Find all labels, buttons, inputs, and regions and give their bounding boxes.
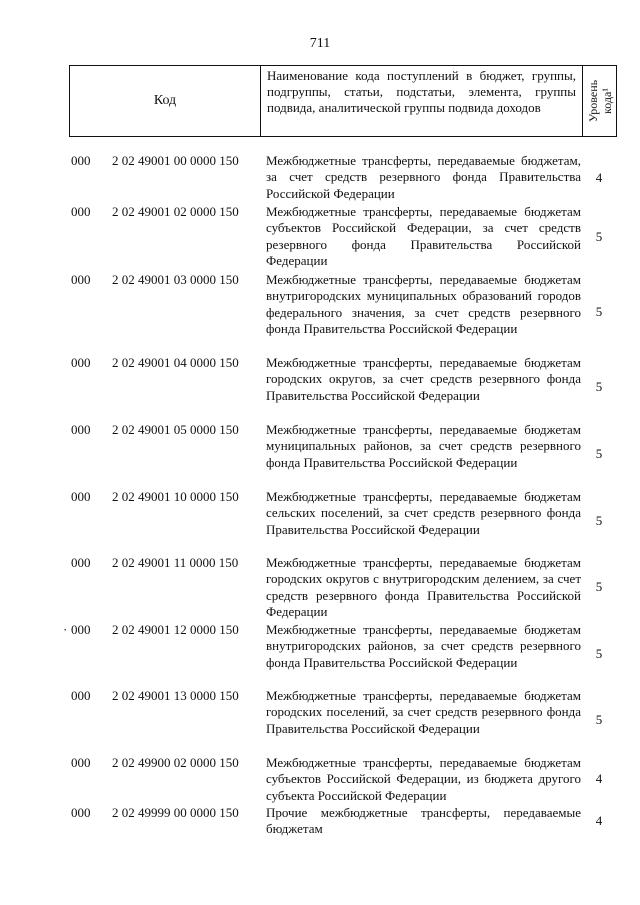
page-number: 711 bbox=[309, 36, 331, 51]
revenue-code: 2 02 49001 02 0000 150 bbox=[112, 204, 239, 219]
revenue-description: Межбюджетные трансферты, передаваемые бюджетам городских округов с внутригородским делением, за счет средств резервного фонда Правительства Российской Федерации bbox=[266, 555, 581, 620]
revenue-description: Межбюджетные трансферты, передаваемые бюджетам, за счет средств резервного фонда Правительства Российской Федерации bbox=[266, 153, 581, 201]
admin-code: 000 bbox=[71, 489, 91, 504]
admin-code: 000 bbox=[71, 153, 91, 168]
code-level: 5 bbox=[595, 304, 603, 319]
revenue-code: 2 02 49900 02 0000 150 bbox=[112, 755, 239, 770]
admin-code: 000 bbox=[71, 204, 91, 219]
header-name-label: Наименование кода поступлений в бюджет, группы, подгруппы, статьи, подстатьи, элемента, группы подвида, аналитической группы подвида доходов bbox=[267, 68, 576, 115]
code-level: 4 bbox=[595, 813, 603, 828]
scan-mark: · bbox=[63, 622, 68, 637]
admin-code: 000 bbox=[71, 755, 91, 770]
revenue-description: Прочие межбюджетные трансферты, передаваемые бюджетам bbox=[266, 805, 581, 837]
header-code-label: Код bbox=[153, 93, 177, 108]
revenue-code: 2 02 49001 05 0000 150 bbox=[112, 422, 239, 437]
code-level: 4 bbox=[595, 771, 603, 786]
revenue-code: 2 02 49999 00 0000 150 bbox=[112, 805, 239, 820]
code-level: 5 bbox=[595, 646, 603, 661]
revenue-code: 2 02 49001 03 0000 150 bbox=[112, 272, 239, 287]
code-level: 5 bbox=[595, 712, 603, 727]
revenue-description: Межбюджетные трансферты, передаваемые бюджетам муниципальных районов, за счет средств резервного фонда Правительства Российской Федерации bbox=[266, 422, 581, 470]
revenue-code: 2 02 49001 04 0000 150 bbox=[112, 355, 239, 370]
revenue-code: 2 02 49001 00 0000 150 bbox=[112, 153, 239, 168]
revenue-description: Межбюджетные трансферты, передаваемые бюджетам сельских поселений, за счет средств резервного фонда Правительства Российской Федерации bbox=[266, 489, 581, 537]
code-level: 5 bbox=[595, 229, 603, 244]
code-level: 5 bbox=[595, 446, 603, 461]
revenue-description: Межбюджетные трансферты, передаваемые бюджетам городских округов, за счет средств резервного фонда Правительства Российской Федерации bbox=[266, 355, 581, 403]
admin-code: 000 bbox=[71, 355, 91, 370]
code-level: 5 bbox=[595, 579, 603, 594]
admin-code: 000 bbox=[71, 422, 91, 437]
revenue-code: 2 02 49001 11 0000 150 bbox=[112, 555, 239, 570]
revenue-code: 2 02 49001 10 0000 150 bbox=[112, 489, 239, 504]
revenue-description: Межбюджетные трансферты, передаваемые бюджетам внутригородских районов, за счет средств резервного фонда Правительства Российской Федерации bbox=[266, 622, 581, 670]
admin-code: 000 bbox=[71, 272, 91, 287]
revenue-code: 2 02 49001 12 0000 150 bbox=[112, 622, 239, 637]
revenue-description: Межбюджетные трансферты, передаваемые бюджетам городских поселений, за счет средств резервного фонда Правительства Российской Федерации bbox=[266, 688, 581, 736]
admin-code: 000 bbox=[71, 688, 91, 703]
revenue-description: Межбюджетные трансферты, передаваемые бюджетам субъектов Российской Федерации, за счет средств резервного фонда Правительства Российской Федерации bbox=[266, 204, 581, 269]
code-level: 4 bbox=[595, 170, 603, 185]
revenue-description: Межбюджетные трансферты, передаваемые бюджетам субъектов Российской Федерации, из бюджета другого субъекта Российской Федерации bbox=[266, 755, 581, 803]
admin-code: 000 bbox=[71, 805, 91, 820]
revenue-description: Межбюджетные трансферты, передаваемые бюджетам внутригородских муниципальных образований городов федерального значения, за счет средств резервного фонда Правительства Российской Федерации bbox=[266, 272, 581, 337]
admin-code: 000 bbox=[71, 555, 91, 570]
revenue-code: 2 02 49001 13 0000 150 bbox=[112, 688, 239, 703]
header-level-label: Уровень кода¹ bbox=[585, 79, 614, 123]
code-level: 5 bbox=[595, 379, 603, 394]
code-level: 5 bbox=[595, 513, 603, 528]
admin-code: 000 bbox=[71, 622, 91, 637]
